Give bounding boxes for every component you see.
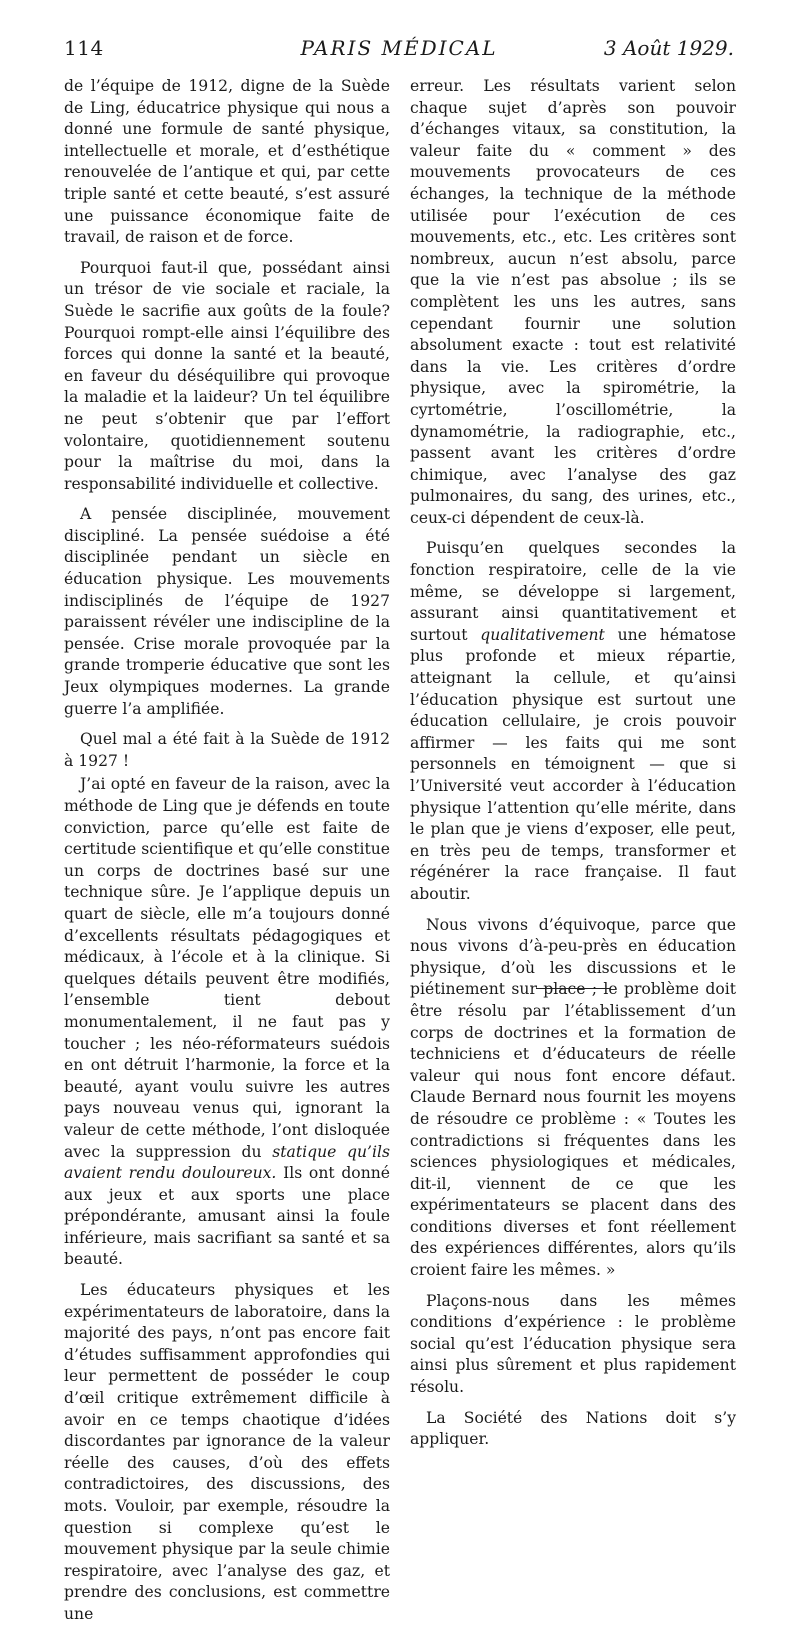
right-paragraph-2-italic: qualitativement [480, 625, 605, 644]
left-paragraph-5-italic: statique qu’ils avaient rendu douloureux. [64, 1142, 390, 1183]
right-column [410, 76, 736, 1460]
left-paragraph-4: Quel mal a été fait à la Suède de 1912 à 1927 ! [64, 730, 390, 770]
right-paragraph-1: erreur. Les résultats varient selon chaque sujet d’après son pouvoir d’échanges vitaux, sa constitution, la valeur faite du « comment » des mouvements provocateurs de ces échanges, la technique de la méthode utilisée pour l’exécution de ces mouvements, etc., etc. Les critères sont nombreux, aucun n’est absolu, parce que la vie n’est pas absolue ; ils se complètent les uns les autres, sans cependant fournir une solution absolument exacte : tout est relativité dans la vie. Les critères d’ordre physique, avec la spirométrie, la cyrtométrie, l’oscillométrie, la dynamométrie, la radiographie, etc., passent avant les critères d’ordre chimique, avec l’analyse des gaz pulmonaires, du sang, des urines, etc., ceux-ci dépendent de ceux-là. [410, 77, 736, 527]
right-paragraph-5: La Société des Nations doit s’y appliquer. [410, 1408, 736, 1449]
left-paragraph-6: Les éducateurs physiques et les expérimentateurs de laboratoire, dans la majorité des pays, n’ont pas encore fait d’études suffisamment approfondies qui leur permettent de posséder le coup d’œil critique extrêmement difficile à avoir en ce temps chaotique d’idées discordantes par ignorance de la valeur réelle des causes, d’où des effets contradictoires, des discussions, des mots. Vouloir, par exemple, résoudre la question si complexe qu’est le mouvement physique par la seule chimie respiratoire, avec l’analyse des gaz, et prendre des conclusions, est commettre une [64, 1281, 390, 1623]
left-paragraph-2: Pourquoi faut-il que, possédant ainsi un trésor de vie sociale et raciale, la Suède le sacrifie aux goûts de la foule? Pourquoi rompt-elle ainsi l’équilibre des forces qui donne la santé et la beauté, en faveur du déséquilibre qui provoque la maladie et la laideur? Un tel équilibre ne peut s’obtenir que par l’effort volontaire, quotidiennement soutenu pour la maîtrise du moi, dans la responsabilité individuelle et collective. [64, 258, 390, 493]
right-paragraph-2-text-a: Puisqu’en quelques secondes la fonction respiratoire, celle de la vie même, se développe si largement, assurant ainsi quantitativement et surtout [410, 539, 736, 644]
end-rule [536, 988, 610, 989]
left-paragraph-1: de l’équipe de 1912, digne de la Suède de Ling, éducatrice physique qui nous a donné une formule de santé physique, intellectuelle et morale, et d’esthétique renouvelée de l’antique et qui, par cette triple santé et cette beauté, s’est assuré une puissance économique faite de travail, de raison et de force. [64, 77, 390, 247]
right-paragraph-2-text-b: une hématose plus profonde et mieux répartie, atteignant la cellule, et qu’ainsi l’éducation physique est surtout une éducation cellulaire, je crois pouvoir affirmer — les faits qui me sont personnels en témoignent — que si l’Université veut accorder à l’éducation physique l’attention qu’elle mérite, dans le plan que je viens d’exposer, elle peut, en très peu de temps, transformer et régénérer la race française. Il faut aboutir. [410, 625, 736, 903]
issue-date: 3 Août 1929. [603, 36, 734, 60]
right-paragraph-3: Nous vivons d’équivoque, parce que nous vivons d’à-peu-près en éducation physique, d’où les discussions et le piétinement sur place ; le problème doit être résolu par l’établissement d’un corps de doctrines et la formation de techniciens et d’éducateurs de réelle valeur qui nous font encore défaut. Claude Bernard nous fournit les moyens de résoudre ce problème : « Toutes les contradictions si fréquentes dans les sciences physiologiques et médicales, dit-il, viennent de ce que les expérimentateurs se placent dans des conditions diverses et font réellement des expériences différentes, alors qu’ils croient faire les mêmes. » [410, 915, 736, 1280]
left-paragraph-5 [64, 774, 390, 1271]
left-paragraph-5-text-a: J’ai opté en faveur de la raison, avec la méthode de Ling que je défends en toute conviction, parce qu’elle est faite de certitude scientifique et qu’elle constitue un corps de doctrines basé sur une technique sûre. Je l’applique depuis un quart de siècle, elle m’a toujours donné d’excellents résultats pédagogiques et médicaux, à l’école et à la clinique. Si quelques détails peuvent être modifiés, l’ensemble tient debout monumentalement, il ne faut pas y toucher ; les néo-réformateurs suédois en ont détruit l’harmonie, la force et la beauté, ayant voulu suivre les autres pays nouveau venus qui, ignorant la valeur de cette méthode, l’ont disloquée avec la suppression du [64, 775, 390, 1161]
right-paragraph-4: Plaçons-nous dans les mêmes conditions d’expérience : le problème social qu’est l’éducation physique sera ainsi plus sûrement et plus rapidement résolu. [410, 1291, 736, 1397]
right-paragraph-2 [410, 538, 736, 905]
left-column [64, 76, 390, 1635]
left-paragraph-5-text-b: Ils ont donné aux jeux et aux sports une place prépondérante, amusant ainsi la foule inférieure, mais sacrifiant sa santé et sa beauté. [64, 1164, 391, 1269]
journal-title: PARIS MÉDICAL [300, 36, 498, 60]
running-header [64, 36, 734, 66]
left-paragraph-3: A pensée disciplinée, mouvement discipliné. La pensée suédoise a été disciplinée pendant un siècle en éducation physique. Les mouvements indisciplinés de l’équipe de 1927 paraissent révéler une indiscipline de la pensée. Crise morale provoquée par la grande tromperie éducative que sont les Jeux olympiques modernes. La grande guerre l’a amplifiée. [64, 505, 390, 718]
page-number: 114 [64, 36, 104, 60]
